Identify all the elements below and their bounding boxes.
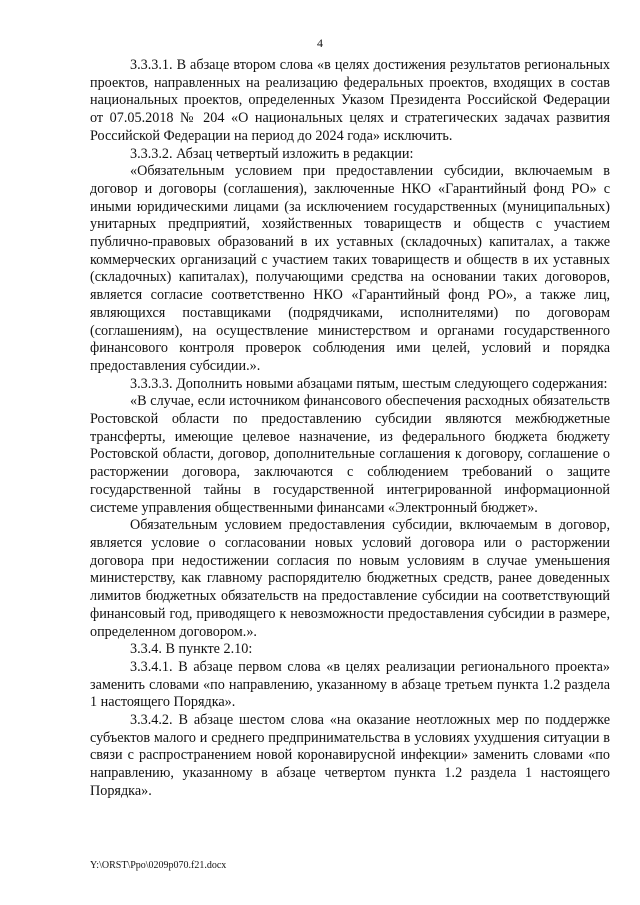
paragraph-3-3-3-3: 3.3.3.3. Дополнить новыми абзацами пятым, шестым следующего содержания: xyxy=(130,375,608,392)
paragraph-3-3-4: 3.3.4. В пункте 2.10: xyxy=(130,641,253,658)
paragraph-federal-transfer-quote: «В случае, если источником финансового обеспечения расходных обязательств Ростовской области по предоставлению субсидии являются межбюджетные трансферты, имеющие целевое назначение, из федерального бюджета бюджету Ростовской области, договор, дополнительные соглашения к договору, соглашение о расторжении договора, заключаются с соблюдением требований о защите государственной тайны в государственной интегрированной информационной системе управления общественными финансами «Электронный бюджет». xyxy=(90,393,610,516)
paragraph-3-3-3-2: 3.3.3.2. Абзац четвертый изложить в редакции: xyxy=(130,145,414,162)
document-body xyxy=(90,57,610,801)
paragraph-3-3-3-1: 3.3.3.1. В абзаце втором слова «в целях достижения результатов региональных проектов, направленных на реализацию федеральных проектов, входящих в состав национальных проектов, определенных Указом Президента Российской Федерации от 07.05.2018 № 204 «О национальных целях и стратегических задачах развития Российской Федерации на период до 2024 года» исключить. xyxy=(90,57,610,144)
page-number: 4 xyxy=(317,36,323,50)
paragraph-agreement-condition: Обязательным условием предоставления субсидии, включаемым в договор, является условие о согласовании новых условий договора или о расторжении договора при недостижении согласия по новым условиям в случае уменьшения министерству, как главному распорядителю бюджетных средств, ранее доведенных лимитов бюджетных обязательств на предоставление субсидии на соответствующий финансовый год, приводящего к невозможности предоставления субсидии в размере, определенном договором.». xyxy=(90,517,610,640)
footer-file-path: Y:\ORST\Ppo\0209p070.f21.docx xyxy=(90,860,227,871)
paragraph-mandatory-condition-quote: «Обязательным условием при предоставлении субсидии, включаемым в договор и договоры (соглашения), заключенные НКО «Гарантийный фонд РО» с иными юридическими лицами (за исключением государственных (муниципальных) унитарных предприятий, хозяйственных товариществ и обществ с участием публично-правовых образований в их уставных (складочных) капиталах, а также коммерческих организаций с участием таких товариществ и обществ в их уставных (складочных) капиталах), получающими средства на основании таких договоров, является согласие соответственно НКО «Гарантийный фонд РО», а также лиц, являющихся поставщиками (подрядчиками, исполнителями) по договорам (соглашениям), на осуществление министерством и органами государственного финансового контроля проверок соблюдения ими целей, условий и порядка предоставления субсидии.». xyxy=(90,163,610,374)
paragraph-3-3-4-2: 3.3.4.2. В абзаце шестом слова «на оказание неотложных мер по поддержке субъектов малого и среднего предпринимательства в условиях ухудшения ситуации в связи с распространением новой коронавирусной инфекции» заменить словами «по направлению, указанному в абзаце четвертом пункта 1.2 раздела 1 настоящего Порядка». xyxy=(90,712,610,799)
paragraph-3-3-4-1: 3.3.4.1. В абзаце первом слова «в целях реализации регионального проекта» заменить словами «по направлению, указанному в абзаце третьем пункта 1.2 раздела 1 настоящего Порядка». xyxy=(90,658,610,711)
